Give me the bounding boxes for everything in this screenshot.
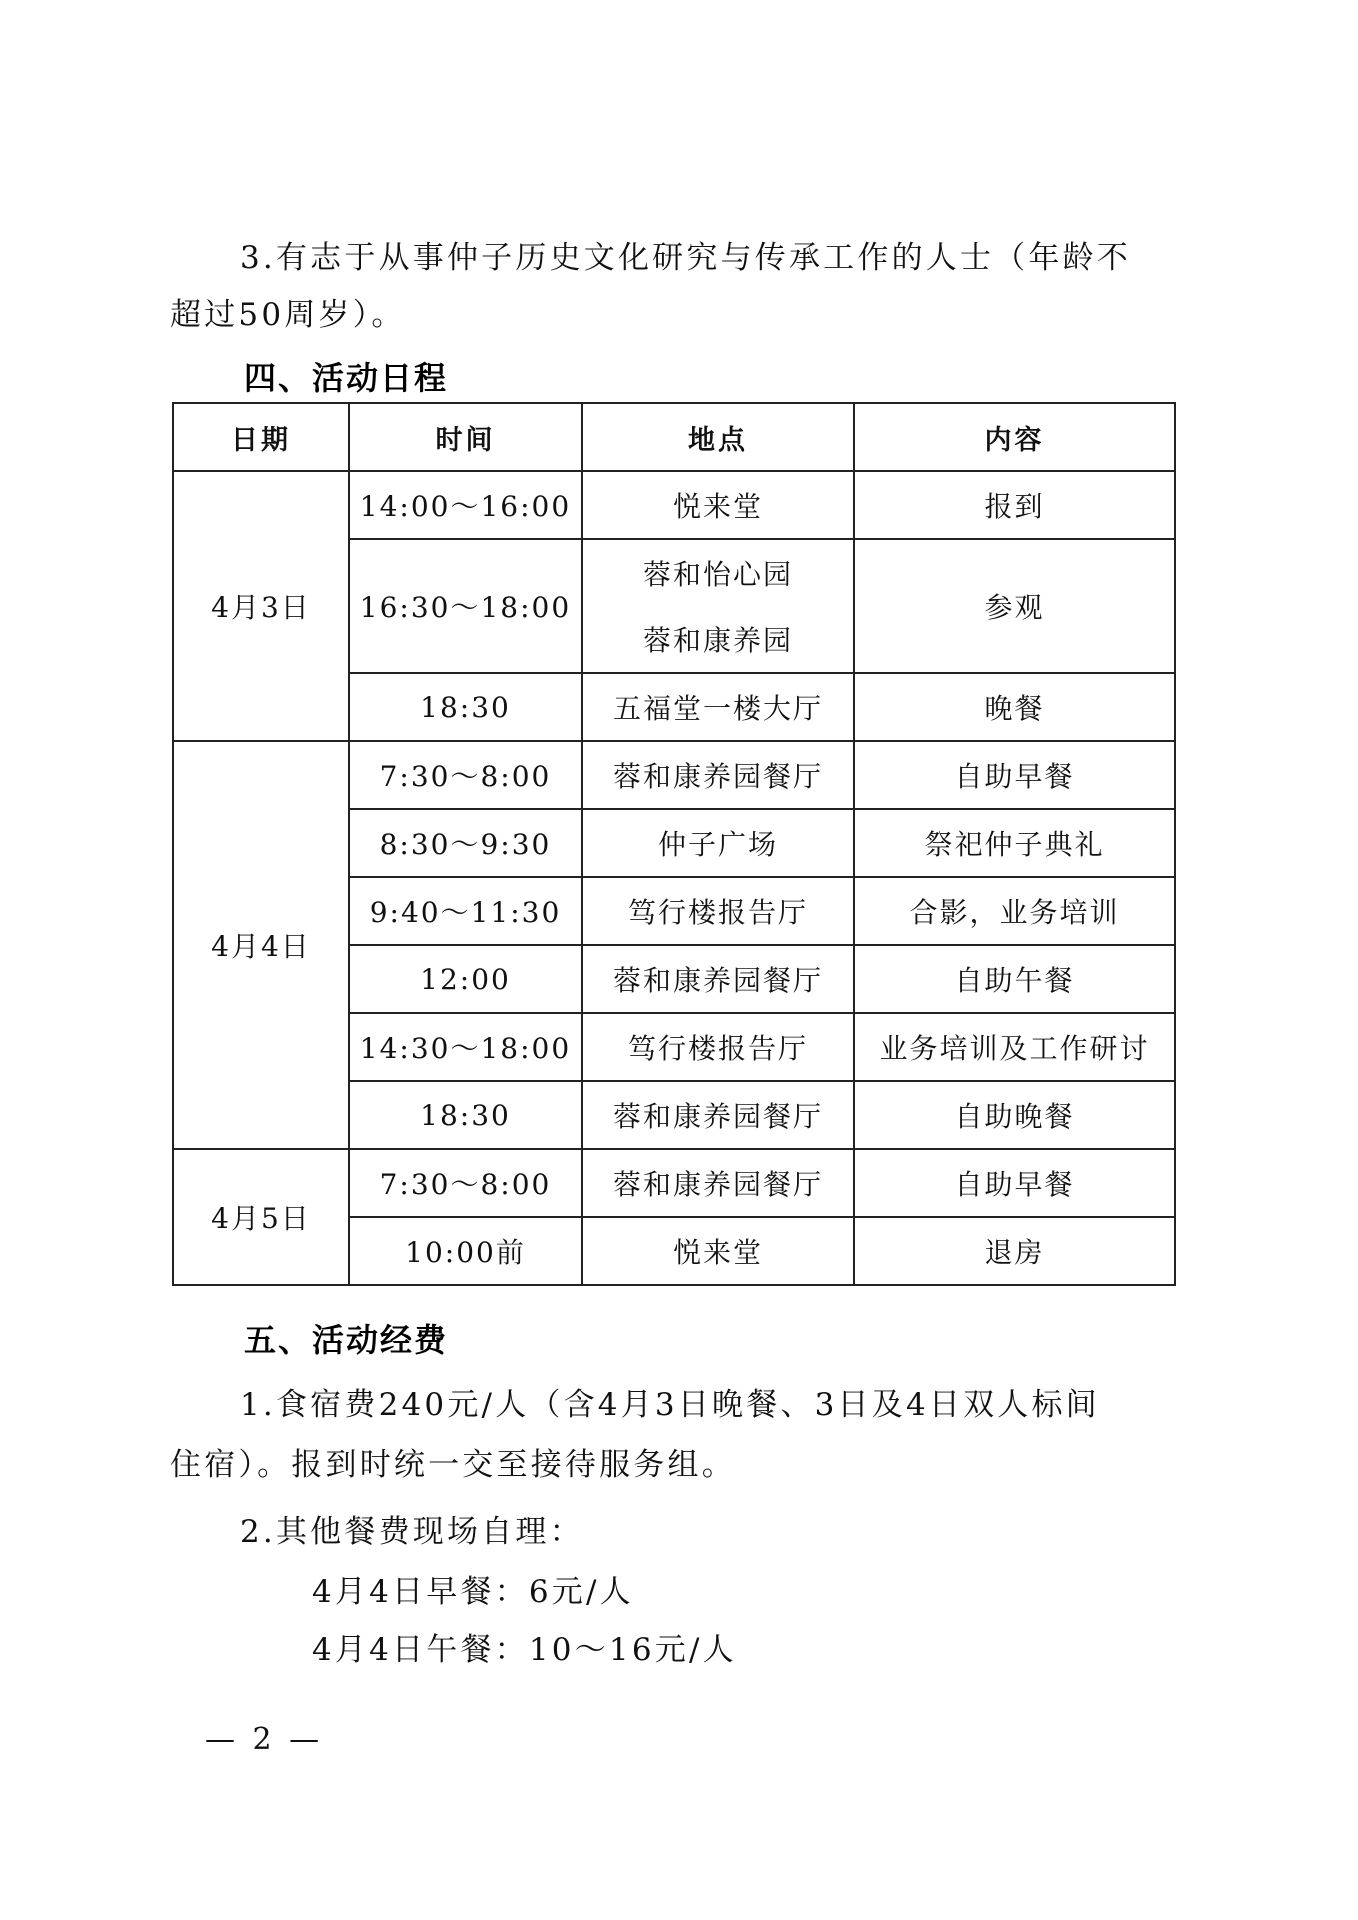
place-cell: 五福堂一楼大厅: [582, 673, 854, 741]
place-cell: 蓉和康养园: [582, 606, 854, 673]
table-header-row: [173, 403, 1175, 471]
header-content: 内容: [854, 403, 1175, 471]
time-cell: 7:30～8:00: [349, 741, 582, 809]
content-cell: 自助早餐: [854, 741, 1175, 809]
content-cell: 自助晚餐: [854, 1081, 1175, 1149]
section4-heading: 四、活动日程: [244, 359, 449, 397]
place-cell: 蓉和康养园餐厅: [582, 741, 854, 809]
header-time: 时间: [349, 403, 582, 471]
table-row: [173, 1149, 1175, 1217]
place-cell: 笃行楼报告厅: [582, 877, 854, 945]
time-cell: 9:40～11:30: [349, 877, 582, 945]
content-cell: 自助午餐: [854, 945, 1175, 1013]
place-cell: 悦来堂: [582, 1217, 854, 1285]
content-cell: 祭祀仲子典礼: [854, 809, 1175, 877]
header-place: 地点: [582, 403, 854, 471]
place-cell: 仲子广场: [582, 809, 854, 877]
content-cell: 自助早餐: [854, 1149, 1175, 1217]
paragraph-fee2-breakfast: 4月4日早餐：6元/人: [312, 1574, 634, 1610]
table-row: [173, 741, 1175, 809]
section5-heading: 五、活动经费: [244, 1321, 449, 1359]
time-cell: 14:30～18:00: [349, 1013, 582, 1081]
paragraph-item3-line1: 3.有志于从事仲子历史文化研究与传承工作的人士（年龄不: [240, 240, 1131, 276]
place-cell: 蓉和康养园餐厅: [582, 1081, 854, 1149]
time-cell: 14:00～16:00: [349, 471, 582, 539]
content-cell: 参观: [854, 539, 1175, 673]
place-cell: 蓉和康养园餐厅: [582, 1149, 854, 1217]
header-date: 日期: [173, 403, 349, 471]
schedule-table: [172, 402, 1176, 1286]
content-cell: 业务培训及工作研讨: [854, 1013, 1175, 1081]
place-cell: 蓉和康养园餐厅: [582, 945, 854, 1013]
content-cell: 合影，业务培训: [854, 877, 1175, 945]
time-cell: 8:30～9:30: [349, 809, 582, 877]
time-cell: 12:00: [349, 945, 582, 1013]
page-number: — 2 —: [205, 1722, 324, 1757]
time-cell: 18:30: [349, 1081, 582, 1149]
place-cell: 悦来堂: [582, 471, 854, 539]
place-cell: 蓉和怡心园: [582, 539, 854, 606]
content-cell: 晚餐: [854, 673, 1175, 741]
date-cell: 4月4日: [173, 741, 349, 1149]
paragraph-fee1-line2: 住宿）。报到时统一交至接待服务组。: [170, 1447, 736, 1483]
place-cell: 笃行楼报告厅: [582, 1013, 854, 1081]
content-cell: 退房: [854, 1217, 1175, 1285]
date-cell: 4月3日: [173, 471, 349, 741]
time-cell: 16:30～18:00: [349, 539, 582, 673]
paragraph-fee2: 2.其他餐费现场自理：: [240, 1514, 584, 1550]
content-cell: 报到: [854, 471, 1175, 539]
paragraph-fee2-lunch: 4月4日午餐：10～16元/人: [312, 1632, 737, 1668]
date-cell: 4月5日: [173, 1149, 349, 1285]
paragraph-item3-line2: 超过50周岁）。: [170, 297, 406, 333]
paragraph-fee1-line1: 1.食宿费240元/人（含4月3日晚餐、3日及4日双人标间: [240, 1387, 1100, 1423]
table-row: [173, 471, 1175, 539]
time-cell: 10:00前: [349, 1217, 582, 1285]
time-cell: 7:30～8:00: [349, 1149, 582, 1217]
time-cell: 18:30: [349, 673, 582, 741]
